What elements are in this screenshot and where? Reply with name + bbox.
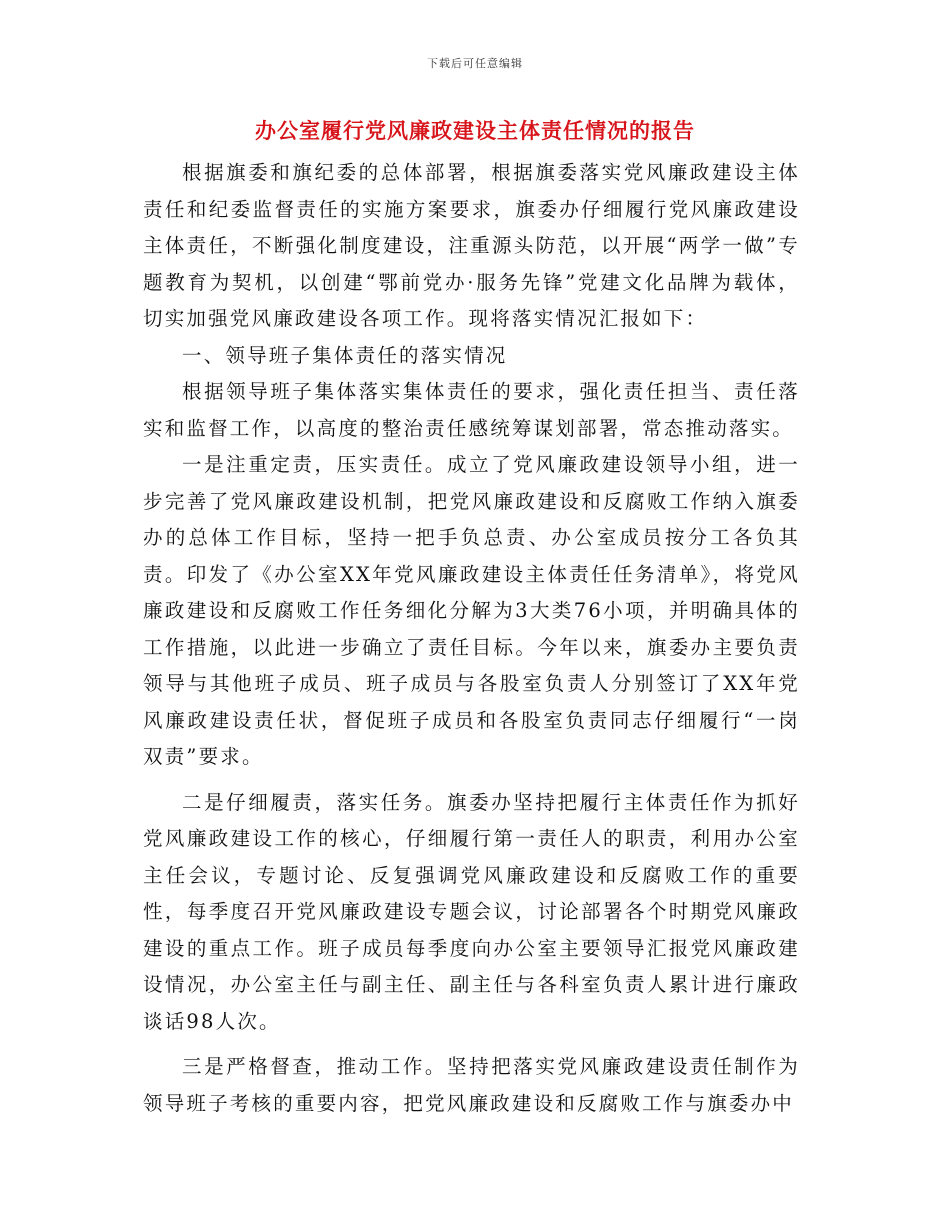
paragraph-intro: 根据旗委和旗纪委的总体部署，根据旗委落实党风廉政建设主体责任和纪委监督责任的实施方案要求，旗委办仔细履行党风廉政建设主体责任，不断强化制度建设，注重源头防范，以开展“两学一做”专题教育为契机，以创建“鄂前党办·服务先锋”党建文化品牌为载体，切实加强党风廉政建设各项工作。现将落实情况汇报如下：: [143, 161, 800, 330]
document-title: 办公室履行党风廉政建设主体责任情况的报告: [255, 118, 695, 143]
header-note: 下载后可任意编辑: [427, 57, 523, 70]
document-body: [143, 155, 800, 1122]
paragraph-point-3: 三是严格督查，推动工作。坚持把落实党风廉政建设责任制作为领导班子考核的重要内容，把党风廉政建设和反腐败工作与旗委办中: [143, 1055, 800, 1115]
section-heading-1: 一、领导班子集体责任的落实情况: [182, 343, 508, 367]
paragraph-point-2: 二是仔细履责，落实任务。旗委办坚持把履行主体责任作为抓好党风廉政建设工作的核心，仔细履行第一责任人的职责，利用办公室主任会议，专题讨论、反复强调党风廉政建设和反腐败工作的重要性，每季度召开党风廉政建设专题会议，讨论部署各个时期党风廉政建设的重点工作。班子成员每季度向办公室主要领导汇报党风廉政建设情况，办公室主任与副主任、副主任与各科室负责人累计进行廉政谈话98人次。: [143, 790, 800, 1033]
paragraph-section-1-summary: 根据领导班子集体落实集体责任的要求，强化责任担当、责任落实和监督工作，以高度的整治责任感统筹谋划部署，常态推动落实。: [143, 380, 800, 440]
paragraph-point-1: 一是注重定责，压实责任。成立了党风廉政建设领导小组，进一步完善了党风廉政建设机制，把党风廉政建设和反腐败工作纳入旗委办的总体工作目标，坚持一把手负总责、办公室成员按分工各负其责。印发了《办公室XX年党风廉政建设主体责任任务清单》，将党风廉政建设和反腐败工作任务细化分解为3大类76小项，并明确具体的工作措施，以此进一步确立了责任目标。今年以来，旗委办主要负责领导与其他班子成员、班子成员与各股室负责人分别签订了XX年党风廉政建设责任状，督促班子成员和各股室负责同志仔细履行“一岗双责”要求。: [143, 453, 800, 768]
